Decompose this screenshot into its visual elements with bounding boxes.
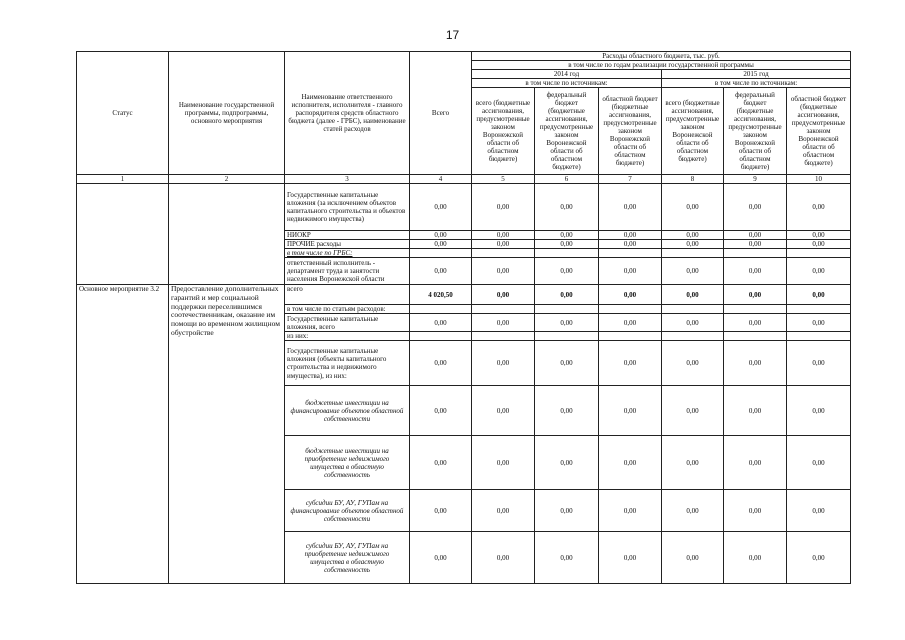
cell-value: 0,00 (662, 436, 724, 490)
table-row (77, 285, 851, 305)
header-by-years: в том числе по годам реализации государственной программы (472, 61, 851, 70)
col-num: 5 (472, 175, 535, 184)
cell-value: 0,00 (662, 314, 724, 332)
row-label: субсидии БУ, АУ, ГУПам на финансирование объектов областной собственности (285, 490, 410, 532)
cell-value: 0,00 (599, 231, 662, 240)
row-label: бюджетные инвестиции на приобретение недвижимого имущества в областную собственность (285, 436, 410, 490)
cell-value: 0,00 (535, 386, 599, 436)
cell-value: 0,00 (662, 490, 724, 532)
cell-value: 0,00 (472, 184, 535, 231)
header-status: Статус (77, 52, 169, 175)
cell-value: 0,00 (472, 314, 535, 332)
header-total: Всего (410, 52, 472, 175)
row-label: ПРОЧИЕ расходы (285, 240, 410, 249)
header-executor: Наименование ответственного исполнителя, исполнителя - главного распорядителя средств областного бюджета (далее - ГРБС), наименование статей расходов (285, 52, 410, 175)
cell-value: 0,00 (662, 240, 724, 249)
header-all-2015: всего (бюджетные ассигнования, предусмотренные законом Воронежской области об областном бюджете) (662, 88, 724, 175)
cell-value: 4 020,50 (410, 285, 472, 305)
cell-value: 0,00 (410, 341, 472, 386)
cell-value: 0,00 (599, 436, 662, 490)
cell-value: 0,00 (472, 490, 535, 532)
header-sources-2015: в том числе по источникам: (662, 79, 851, 88)
column-number-row (77, 175, 851, 184)
cell-value: 0,00 (724, 258, 787, 285)
cell-value: 0,00 (787, 184, 851, 231)
cell-value: 0,00 (535, 532, 599, 584)
budget-table (76, 51, 851, 584)
col-num: 7 (599, 175, 662, 184)
header-fed-2014: федеральный бюджет (бюджетные ассигнования, предусмотренные законом Воронежской области об областном бюджете) (535, 88, 599, 175)
header-program: Наименование государственной программы, подпрограммы, основного мероприятия (169, 52, 285, 175)
cell-value: 0,00 (662, 285, 724, 305)
cell-value: 0,00 (599, 532, 662, 584)
cell-value: 0,00 (599, 490, 662, 532)
row-label: Государственные капитальные вложения (за исключением объектов капитального строительства и объектов недвижимого имущества) (285, 184, 410, 231)
cell-value: 0,00 (724, 240, 787, 249)
row-label: всего (285, 285, 410, 305)
col-num: 2 (169, 175, 285, 184)
cell-value: 0,00 (535, 314, 599, 332)
cell-value: 0,00 (599, 314, 662, 332)
col-num: 3 (285, 175, 410, 184)
cell-value: 0,00 (535, 285, 599, 305)
col-num: 6 (535, 175, 599, 184)
cell-value: 0,00 (787, 314, 851, 332)
cell-value: 0,00 (472, 341, 535, 386)
cell-value: 0,00 (724, 490, 787, 532)
cell-value: 0,00 (535, 184, 599, 231)
header-expenses: Расходы областного бюджета, тыс. руб. (472, 52, 851, 61)
cell-value: 0,00 (724, 341, 787, 386)
row-label: в том числе по статьям расходов: (285, 305, 410, 314)
cell-value: 0,00 (662, 341, 724, 386)
cell-value: 0,00 (472, 532, 535, 584)
status-cell: Основное мероприятие 3.2 (77, 285, 169, 584)
cell-value: 0,00 (724, 436, 787, 490)
cell-value: 0,00 (662, 386, 724, 436)
cell-value: 0,00 (724, 285, 787, 305)
row-label: ответственный исполнитель - департамент труда и занятости населения Воронежской области (285, 258, 410, 285)
cell-value: 0,00 (472, 258, 535, 285)
cell-value: 0,00 (724, 184, 787, 231)
cell-value: 0,00 (787, 285, 851, 305)
cell-value: 0,00 (787, 341, 851, 386)
row-label: в том числе по ГРБС: (285, 249, 410, 258)
cell-value: 0,00 (535, 490, 599, 532)
cell-value: 0,00 (724, 231, 787, 240)
row-label: Государственные капитальные вложения (объекты капитального строительства и недвижимого имущества), из них: (285, 341, 410, 386)
cell-value: 0,00 (410, 532, 472, 584)
header-year-2014: 2014 год (472, 70, 662, 79)
cell-value: 0,00 (472, 285, 535, 305)
cell-value: 0,00 (599, 240, 662, 249)
cell-value: 0,00 (599, 341, 662, 386)
col-num: 1 (77, 175, 169, 184)
cell-value: 0,00 (787, 240, 851, 249)
row-label: НИОКР (285, 231, 410, 240)
row-label: бюджетные инвестиции на финансирование объектов областной собственности (285, 386, 410, 436)
cell-value: 0,00 (787, 532, 851, 584)
cell-value: 0,00 (410, 240, 472, 249)
cell-value: 0,00 (599, 184, 662, 231)
cell-value: 0,00 (662, 184, 724, 231)
program-cell: Предоставление дополнительных гарантий и мер социальной поддержки переселившимся соотечественникам, оказание им помощи во временном жилищном обустройстве (169, 285, 285, 584)
col-num: 4 (410, 175, 472, 184)
col-num: 8 (662, 175, 724, 184)
cell-value: 0,00 (787, 386, 851, 436)
header-all-2014: всего (бюджетные ассигнования, предусмотренные законом Воронежской области об областном бюджете) (472, 88, 535, 175)
header-reg-2015: областной бюджет (бюджетные ассигнования, предусмотренные законом Воронежской области об областном бюджете) (787, 88, 851, 175)
cell-value: 0,00 (724, 314, 787, 332)
cell-value: 0,00 (724, 386, 787, 436)
cell-value: 0,00 (787, 258, 851, 285)
cell-value: 0,00 (472, 231, 535, 240)
header-fed-2015: федеральный бюджет (бюджетные ассигнования, предусмотренные законом Воронежской области об областном бюджете) (724, 88, 787, 175)
cell-value: 0,00 (535, 240, 599, 249)
cell-value: 0,00 (599, 386, 662, 436)
cell-value: 0,00 (472, 240, 535, 249)
col-num: 9 (724, 175, 787, 184)
header-sources-2014: в том числе по источникам: (472, 79, 662, 88)
col-num: 10 (787, 175, 851, 184)
cell-value: 0,00 (472, 386, 535, 436)
header-reg-2014: областной бюджет (бюджетные ассигнования, предусмотренные законом Воронежской области об областном бюджете) (599, 88, 662, 175)
cell-value: 0,00 (410, 184, 472, 231)
row-label: субсидии БУ, АУ, ГУПам на приобретение недвижимого имущества в областную собственность (285, 532, 410, 584)
cell-value: 0,00 (787, 436, 851, 490)
cell-value: 0,00 (599, 258, 662, 285)
cell-value: 0,00 (410, 490, 472, 532)
cell-value: 0,00 (410, 386, 472, 436)
cell-value: 0,00 (787, 231, 851, 240)
page-number: 17 (445, 28, 460, 42)
cell-value: 0,00 (662, 258, 724, 285)
cell-value: 0,00 (410, 258, 472, 285)
cell-value: 0,00 (662, 231, 724, 240)
cell-value: 0,00 (535, 436, 599, 490)
cell-value: 0,00 (724, 532, 787, 584)
cell-value: 0,00 (787, 490, 851, 532)
cell-value: 0,00 (535, 258, 599, 285)
cell-value: 0,00 (662, 532, 724, 584)
cell-value: 0,00 (472, 436, 535, 490)
table-row (77, 184, 851, 231)
cell-value: 0,00 (535, 231, 599, 240)
cell-value: 0,00 (410, 231, 472, 240)
row-label: из них: (285, 332, 410, 341)
row-label: Государственные капитальные вложения, всего (285, 314, 410, 332)
cell-value: 0,00 (410, 314, 472, 332)
header-year-2015: 2015 год (662, 70, 851, 79)
cell-value: 0,00 (410, 436, 472, 490)
cell-value: 0,00 (599, 285, 662, 305)
header-row (77, 52, 851, 61)
cell-value: 0,00 (535, 341, 599, 386)
